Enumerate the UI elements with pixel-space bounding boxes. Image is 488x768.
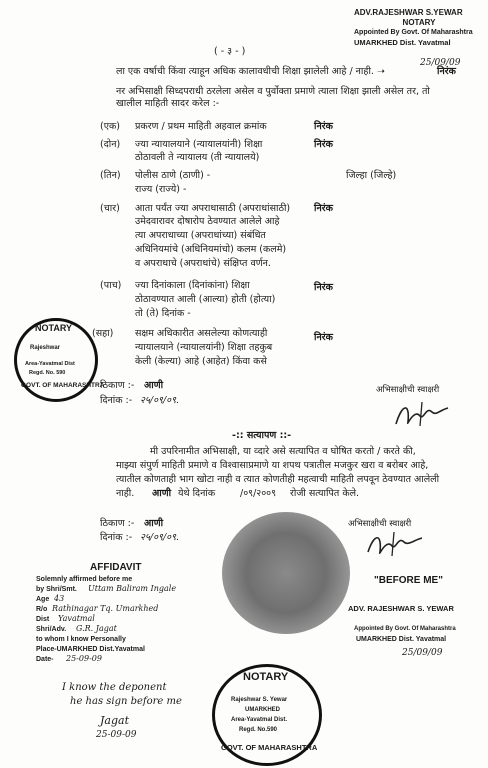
- affidavit-line-9: Date-: [36, 656, 54, 663]
- embossed-seal: [222, 512, 350, 634]
- item-4-line-1: आता पर्यंत ज्या अपराधासाठी (अपराधांसाठी): [135, 203, 291, 214]
- item-4-value: निरंक: [314, 203, 333, 214]
- top-notary-appointed: Appointed By Govt. Of Maharashtra: [354, 29, 473, 36]
- verification-line-4-post: रोजी सत्यापित केले.: [290, 488, 360, 499]
- item-1-line-1: प्रकरण / प्रथम माहिती अहवाल क्रमांक: [135, 121, 267, 132]
- item-1-number: (एक): [100, 121, 120, 132]
- item-4-line-5: व अपराधाचे (अपराधांचे) संक्षिप्त वर्णन.: [135, 258, 271, 269]
- item-6-line-1: सक्षम अधिकारीत असलेल्या कोणत्याही: [135, 328, 268, 339]
- item-2-line-1: ज्या न्यायालयाने (न्यायालयांनी) शिक्षा: [135, 139, 263, 150]
- affidavit-hw-date: 25-09-09: [66, 654, 102, 663]
- affidavit-hw-age: 43: [54, 594, 65, 603]
- left-stamp-center-3: Regd. No. 590: [29, 370, 66, 376]
- affidavit-line-5: Dist: [36, 616, 50, 623]
- affidavit-hw-adv: G.R. Jagat: [76, 624, 117, 633]
- item-5-line-2: ठोठावण्यात आली (आल्या) होती (होत्या): [135, 294, 276, 305]
- item-4-line-3: त्या अपराधाच्या (अपराधांच्या) संबंधित: [135, 230, 266, 241]
- item-3-number: (तिन): [100, 170, 121, 181]
- deponent-signature-2: [364, 528, 426, 562]
- handwritten-note-line-1: I know the deponent: [62, 682, 167, 693]
- handwritten-note-signature: Jagat: [100, 714, 129, 727]
- date-label-1: दिनांक :-: [100, 395, 133, 406]
- intro-line-1-value: निरंक: [437, 66, 456, 77]
- intro-line-2: नर अभिसाक्षी सिध्दपराधी ठरलेला असेल व पुर्वोक्ता प्रमाणे त्याला शिक्षा झाली असेल तर, तो: [116, 86, 430, 97]
- before-me-name: ADV. RAJESHWAR S. YEWAR: [348, 604, 454, 613]
- item-4-line-2: उमेदवारावर दोषारोप ठेवण्यात आलेले आहे: [135, 216, 280, 227]
- date-value-1: २५/०९/०९.: [140, 395, 180, 406]
- top-notary-name: ADV.RAJESHWAR S.YEWAR: [354, 8, 463, 17]
- bottom-stamp-center-2: UMARKHED: [245, 707, 280, 713]
- deponent-signature-1: [392, 398, 452, 432]
- top-notary-place: UMARKHED Dist. Yavatmal: [354, 38, 451, 47]
- affidavit-line-4: R/o: [36, 606, 48, 613]
- verification-line-3: त्यातील कोणताही भाग खोटा नाही व त्यात कोणतीही महत्वाची माहिती लपवून ठेवण्यात आलेली: [116, 474, 440, 485]
- item-6-line-3: केली (केल्या) आहे (आहेत) किंवा कसे: [135, 356, 267, 367]
- affidavit-title: AFFIDAVIT: [90, 562, 142, 573]
- place-value-1: आणी: [144, 380, 164, 391]
- date-label-2: दिनांक :-: [100, 532, 133, 543]
- item-6-value: निरंक: [314, 332, 333, 343]
- left-stamp-center-2: Area-Yavatmal Dist: [25, 361, 75, 367]
- verification-line-4-date: /०९/२००९: [240, 488, 277, 499]
- item-4-number: (चार): [100, 203, 120, 214]
- before-me-title: "BEFORE ME": [374, 575, 443, 586]
- place-label-1: ठिकाण :-: [100, 380, 135, 391]
- place-label-2: ठिकाण :-: [100, 518, 135, 529]
- place-value-2: आणी: [144, 518, 164, 529]
- handwritten-note-date: 25-09-09: [96, 730, 137, 740]
- left-stamp-ring-top: NOTARY: [35, 323, 72, 333]
- verification-line-1: मी उपरिनामीत अभिसाक्षी, या व्दारे असे सत्यापित व घोषित करतो / करते की,: [150, 446, 416, 457]
- item-3-line-1: पोलीस ठाणे (ठाणी) -: [135, 170, 211, 181]
- verification-line-4-pre: नाही.: [116, 488, 135, 499]
- item-1-value: निरंक: [314, 121, 333, 132]
- item-2-number: (दोन): [100, 139, 121, 150]
- date-value-2: २५/०९/०९.: [140, 532, 180, 543]
- affidavit-line-6: Shri/Adv.: [36, 626, 67, 633]
- affidavit-hw-res: Rathinagar Tq. Umarkhed: [52, 604, 159, 613]
- deponent-signature-label-1: अभिसाक्षीची स्वाक्षरी: [376, 385, 440, 395]
- affidavit-line-7: to whom I know Personally: [36, 636, 126, 643]
- verification-line-4-place: आणी: [152, 488, 172, 499]
- item-6-number: (सहा): [92, 328, 114, 339]
- affidavit-line-3: Age: [36, 596, 50, 603]
- verification-heading: -:: सत्यापण ::-: [232, 430, 292, 441]
- affidavit-hw-name: Uttam Baliram Ingale: [88, 584, 177, 593]
- affidavit-line-1: Solemnly affirmed before me: [36, 576, 133, 583]
- left-stamp-ring-bottom: GOVT. OF MAHARASHTRA: [21, 382, 105, 389]
- item-2-line-2: ठोठावली ते न्यायालय (ती न्यायालये): [135, 152, 260, 163]
- affidavit-line-2: by Shri/Smt.: [36, 586, 77, 593]
- affidavit-line-8: Place-UMARKHED Dist.Yavatmal: [36, 646, 145, 653]
- bottom-stamp-ring-top: NOTARY: [243, 671, 289, 683]
- deponent-signature-label-2: अभिसाक्षीची स्वाक्षरी: [348, 519, 412, 529]
- affidavit-stamp: [30, 562, 202, 674]
- item-5-number: (पाच): [100, 280, 122, 291]
- affidavit-hw-dist: Yavatmal: [58, 614, 95, 623]
- before-me-place: UMARKHED Dist. Yavatmal: [356, 636, 447, 643]
- top-notary-title: NOTARY: [402, 18, 436, 27]
- item-4-line-4: अधिनियमांचे (अधिनियमांचो) कलम (कलमे): [135, 244, 287, 255]
- bottom-stamp-center-4: Regd. No.590: [239, 727, 278, 733]
- verification-line-4-mid: येथे दिनांक: [178, 488, 216, 499]
- item-3-line-2: राज्य (राज्ये) -: [135, 184, 187, 195]
- item-2-value: निरंक: [314, 139, 333, 150]
- left-stamp-center-1: Rajeshwar: [30, 345, 61, 351]
- item-6-line-2: न्यायालयाने (न्यायालयांनी) शिक्षा तहकुब: [135, 342, 273, 353]
- item-5-line-1: ज्या दिनांकाला (दिनांकांना) शिक्षा: [135, 280, 250, 291]
- item-3-value: जिल्हा (जिल्हे): [346, 170, 397, 181]
- before-me-date: 25/09/09: [402, 648, 443, 658]
- top-notary-stamp: [354, 8, 484, 48]
- page-number: ( - ३ - ): [214, 46, 246, 57]
- verification-line-2: माझ्या संपुर्ण माहिती प्रमाणे व विश्वासाप्रमाणे या शपथ पत्रातील मजकुर खरा व बरोबर आहे,: [116, 460, 429, 471]
- bottom-stamp-ring-bottom: GOVT. OF MAHARASHTRA: [221, 743, 318, 752]
- top-notary-date: 25/09/09: [420, 58, 461, 68]
- bottom-stamp-center-3: Area-Yavatmal Dist.: [231, 717, 288, 723]
- bottom-stamp-center-1: Rajeshwar S. Yewar: [231, 697, 288, 703]
- item-5-value: निरंक: [314, 282, 333, 293]
- intro-line-1: ला एक वर्षाची किंवा त्याहून अधिक कालावधीची शिक्षा झालेली आहे / नाही. ➝: [116, 66, 385, 77]
- handwritten-note-line-2: he has sign before me: [70, 696, 182, 707]
- before-me-appointed: Appointed By Govt. Of Maharashtra: [354, 626, 456, 632]
- item-5-line-3: तो (ते) दिनांक -: [135, 308, 191, 319]
- intro-line-3: खालील माहिती सादर करेल :-: [116, 98, 220, 109]
- bottom-notary-stamp: [212, 664, 322, 766]
